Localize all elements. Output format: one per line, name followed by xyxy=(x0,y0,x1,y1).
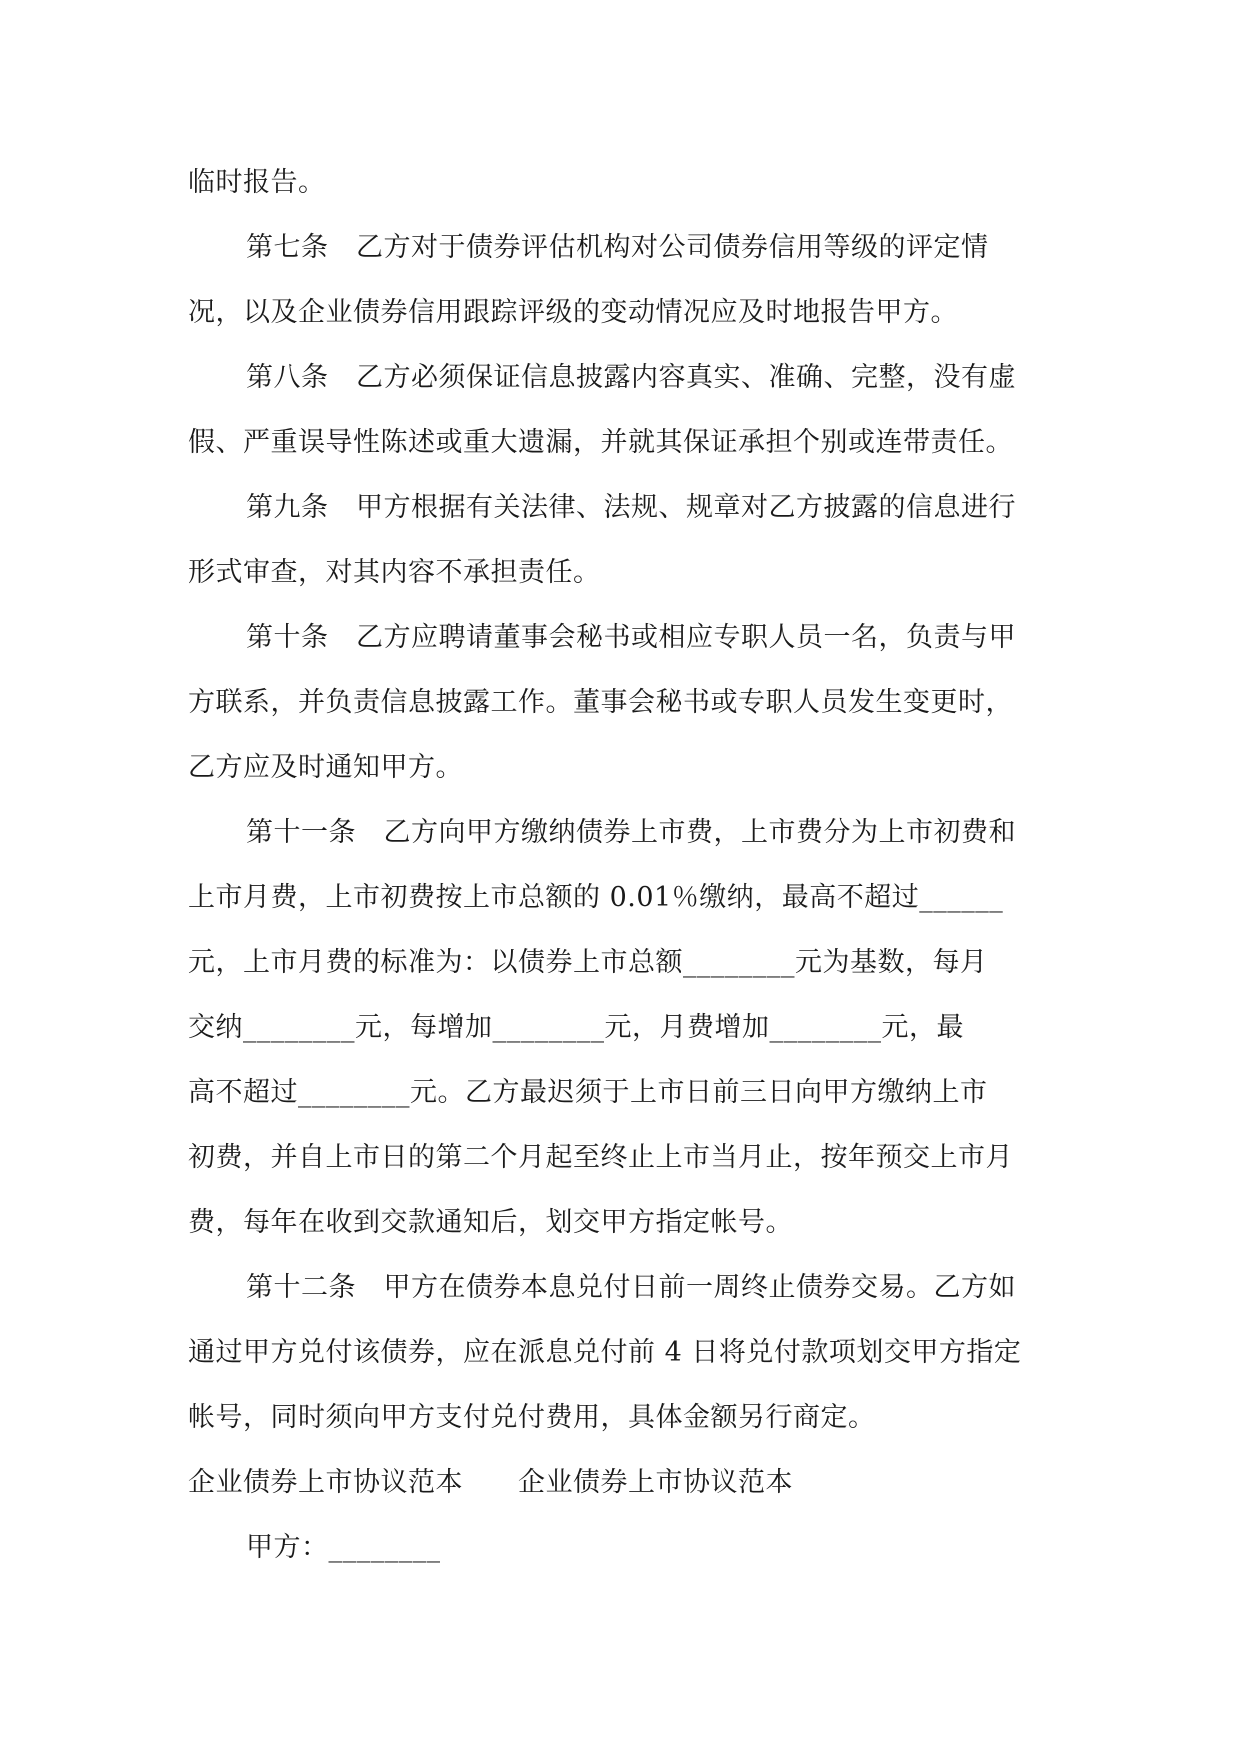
article-12-line-1: 第十二条 甲方在债券本息兑付日前一周终止债券交易。乙方如 xyxy=(246,1272,1016,1303)
text-line: 帐号，同时须向甲方支付兑付费用，具体金额另行商定。 xyxy=(188,1402,876,1433)
text-line: 初费，并自上市日的第二个月起至终止上市当月止，按年预交上市月 xyxy=(188,1142,1013,1173)
text-line: 临时报告。 xyxy=(188,167,326,198)
text-line: 乙方应及时通知甲方。 xyxy=(188,752,463,783)
text-line: 元，上市月费的标准为：以债券上市总额________元为基数，每月 xyxy=(188,947,988,978)
text-line: 假、严重误导性陈述或重大遗漏，并就其保证承担个别或连带责任。 xyxy=(188,427,1013,458)
section-heading: 企业债券上市协议范本 企业债券上市协议范本 xyxy=(188,1467,793,1498)
article-8-line-1: 第八条 乙方必须保证信息披露内容真实、准确、完整，没有虚 xyxy=(246,362,1016,393)
article-10-line-1: 第十条 乙方应聘请董事会秘书或相应专职人员一名，负责与甲 xyxy=(246,622,1016,653)
text-line: 通过甲方兑付该债券，应在派息兑付前 4 日将兑付款项划交甲方指定 xyxy=(188,1337,1022,1368)
text-line: 形式审查，对其内容不承担责任。 xyxy=(188,557,601,588)
article-11-line-1: 第十一条 乙方向甲方缴纳债券上市费，上市费分为上市初费和 xyxy=(246,817,1016,848)
article-9-line-1: 第九条 甲方根据有关法律、法规、规章对乙方披露的信息进行 xyxy=(246,492,1016,523)
text-line: 况，以及企业债券信用跟踪评级的变动情况应及时地报告甲方。 xyxy=(188,297,958,328)
text-line: 方联系，并负责信息披露工作。董事会秘书或专职人员发生变更时， xyxy=(188,687,1013,718)
text-line: 上市月费，上市初费按上市总额的 0.01％缴纳，最高不超过______ xyxy=(188,882,1004,913)
text-line: 费，每年在收到交款通知后，划交甲方指定帐号。 xyxy=(188,1207,793,1238)
text-line: 高不超过________元。乙方最迟须于上市日前三日向甲方缴纳上市 xyxy=(188,1077,988,1108)
article-7-line-1: 第七条 乙方对于债券评估机构对公司债券信用等级的评定情 xyxy=(246,232,989,263)
text-line: 交纳________元，每增加________元，月费增加________元，最 xyxy=(188,1012,964,1043)
document-body xyxy=(188,150,1068,1580)
party-a-line: 甲方：________ xyxy=(246,1532,441,1563)
